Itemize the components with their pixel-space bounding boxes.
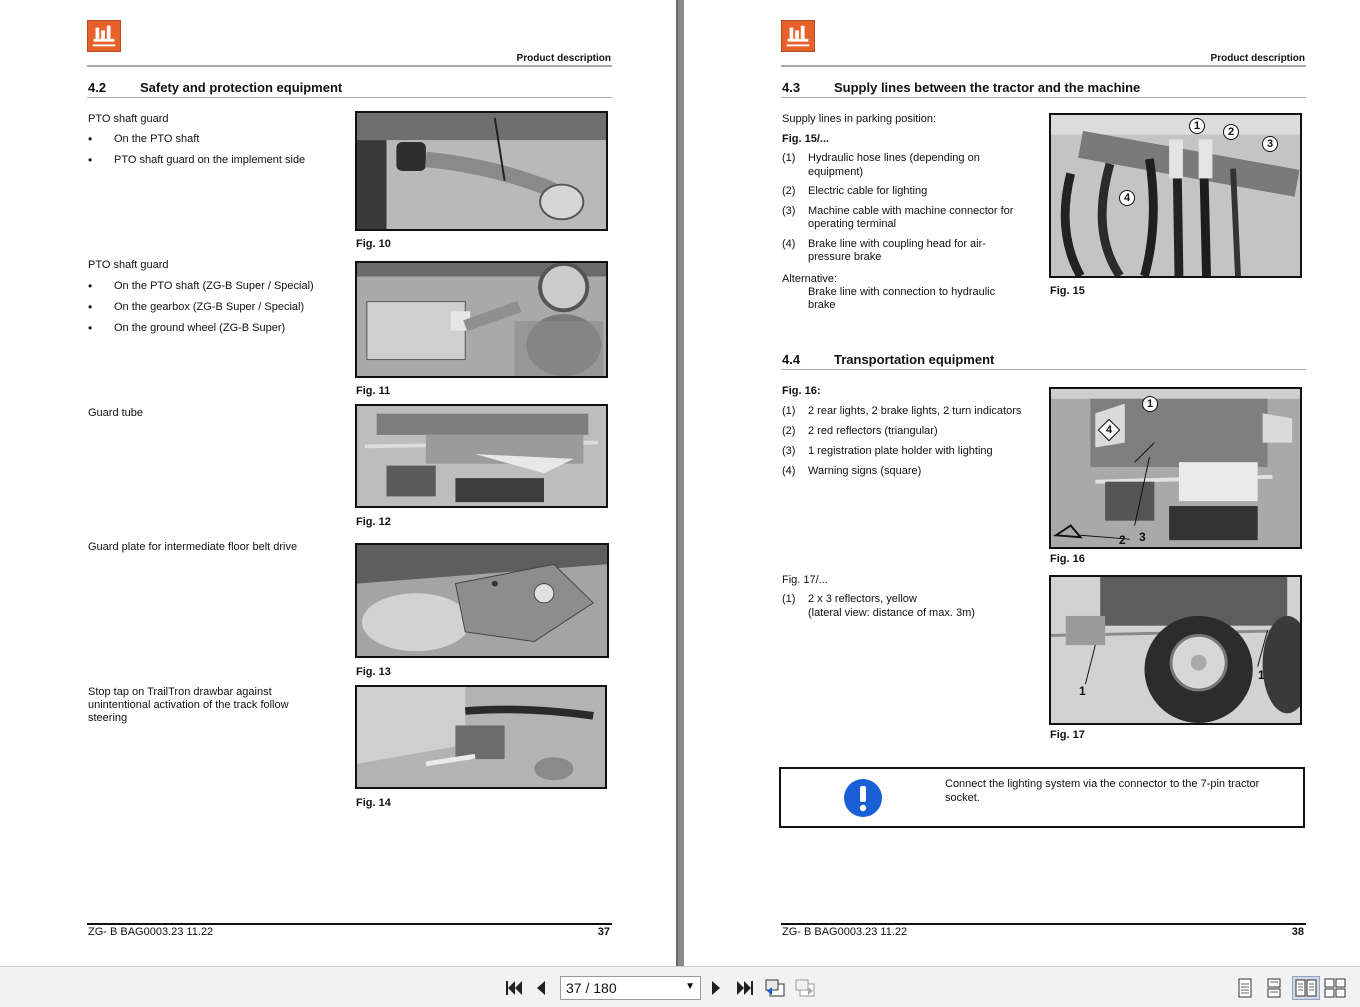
figure-17-photo [1049,575,1302,725]
callout-1: 1 [1079,684,1086,698]
previous-page-icon [536,980,546,996]
viewer-toolbar [0,966,1360,1007]
figure-caption: Fig. 16 [1050,553,1085,565]
running-head: Product description [516,53,611,64]
footer-doc-id: ZG- B BAG0003.23 11.22 [782,926,908,938]
section-heading-4-2: 4.2 Safety and protection equipment [88,80,343,95]
page-divider [676,0,684,966]
list-item: (4) Warning signs (square) [782,465,922,477]
go-forward-view-button[interactable] [793,976,817,1000]
list-item: (1) 2 rear lights, 2 brake lights, 2 turn indicators [782,405,1022,417]
alternative-label: Alternative: [782,273,838,285]
facing-pages-icon [1295,978,1317,998]
notice-box [779,767,1305,828]
facing-pages-view-button[interactable] [1292,976,1320,1000]
section-heading-4-3: 4.3 Supply lines between the tractor and the machine [782,80,1141,95]
next-page-icon [711,980,721,996]
block-title: Guard tube [88,407,144,419]
info-icon [843,778,883,818]
continuous-page-icon [1266,978,1282,998]
figure-caption: Fig. 12 [356,516,391,528]
bullet-list [88,133,305,175]
figure-caption: Fig. 14 [356,797,391,809]
callout-1: 1 [1258,668,1265,682]
last-page-button[interactable] [734,976,756,1000]
footer-rule [781,923,1306,925]
callout-4: 4 [1098,419,1121,442]
notice-text: Connect the lighting system via the connector to the 7-pin tractor socket. [945,778,1260,804]
block-title: Stop tap on TrailTron drawbar against unintentional activation of the track follow steering [88,686,289,724]
section-rule [781,97,1306,98]
list-item: • PTO shaft guard on the implement side [88,154,305,175]
figure-caption: Fig. 11 [356,385,391,397]
alternative-text: Brake line with connection to hydraulic brake [808,286,996,311]
footer-doc-id: ZG- B BAG0003.23 11.22 [88,926,214,938]
list-item: (2) Electric cable for lighting [782,185,928,197]
last-page-icon [736,980,754,996]
section-heading-4-4: 4.4 Transportation equipment [782,352,995,367]
figure-reference: Fig. 15/... [782,133,830,145]
list-item: (1) 2 x 3 reflectors, yellow (lateral view: distance of max. 3m) [782,593,975,619]
supply-intro: Supply lines in parking position: [782,113,937,125]
figure-13-photo [355,543,609,658]
figure-11-photo [355,261,608,378]
figure-caption: Fig. 15 [1050,285,1085,297]
list-item: • On the gearbox (ZG-B Super / Special) [88,301,314,322]
go-back-view-button[interactable] [763,976,787,1000]
list-item: (2) 2 red reflectors (triangular) [782,425,938,437]
single-page-view-button[interactable] [1234,976,1256,1000]
continuous-facing-view-button[interactable] [1323,976,1347,1000]
running-head: Product description [1210,53,1305,64]
section-rule [87,97,612,98]
callout-1: 1 [1142,396,1158,412]
figure-reference: Fig. 17/... [782,574,828,586]
first-page-icon [505,980,523,996]
list-item: (4) Brake line with coupling head for air- pressure brake [782,237,986,263]
supply-list [782,152,1032,271]
figure-caption: Fig. 10 [356,238,391,250]
previous-page-button[interactable] [533,976,549,1000]
callout-2: 2 [1119,533,1126,547]
transport-list [782,405,1042,485]
footer-rule [87,923,612,925]
page-number: 37 [597,926,610,938]
figure-caption: Fig. 17 [1050,729,1085,741]
list-item: (3) Machine cable with machine connector for operating terminal [782,204,1014,230]
back-view-icon [764,978,786,998]
list-item: • On the PTO shaft [88,133,305,154]
callout-4: 4 [1119,190,1135,206]
reflector-list [782,593,1042,626]
list-item: • On the ground wheel (ZG-B Super) [88,322,314,343]
figure-14-photo [355,685,607,789]
block-title: Guard plate for intermediate floor belt drive [88,541,298,553]
callout-3: 3 [1262,136,1278,152]
figure-12-photo [355,404,608,508]
forward-view-icon [794,978,816,998]
section-rule [781,369,1306,370]
chevron-down-icon[interactable]: ▼ [685,981,695,992]
bullet-list [88,280,314,343]
callout-2: 2 [1223,124,1239,140]
figure-caption: Fig. 13 [356,666,391,678]
single-page-icon [1237,978,1253,998]
brand-logo [781,20,815,52]
header-rule [87,65,612,67]
continuous-facing-icon [1324,978,1346,998]
first-page-button[interactable] [503,976,525,1000]
block-title: PTO shaft guard [88,113,169,125]
list-item: (1) Hydraulic hose lines (depending on equipment) [782,152,980,178]
block-title: PTO shaft guard [88,259,169,271]
figure-10-photo [355,111,608,231]
figure-reference: Fig. 16: [782,385,821,397]
next-page-button[interactable] [708,976,724,1000]
page-number-field[interactable]: 37 / 180 ▼ [560,976,701,1000]
list-item: (3) 1 registration plate holder with lighting [782,445,993,457]
callout-1: 1 [1189,118,1205,134]
page-number: 38 [1291,926,1304,938]
continuous-view-button[interactable] [1263,976,1285,1000]
header-rule [781,65,1306,67]
page-37 [0,0,676,966]
figure-16-photo [1049,387,1302,549]
callout-3: 3 [1139,530,1146,544]
list-item: • On the PTO shaft (ZG-B Super / Special) [88,280,314,301]
brand-logo [87,20,121,52]
